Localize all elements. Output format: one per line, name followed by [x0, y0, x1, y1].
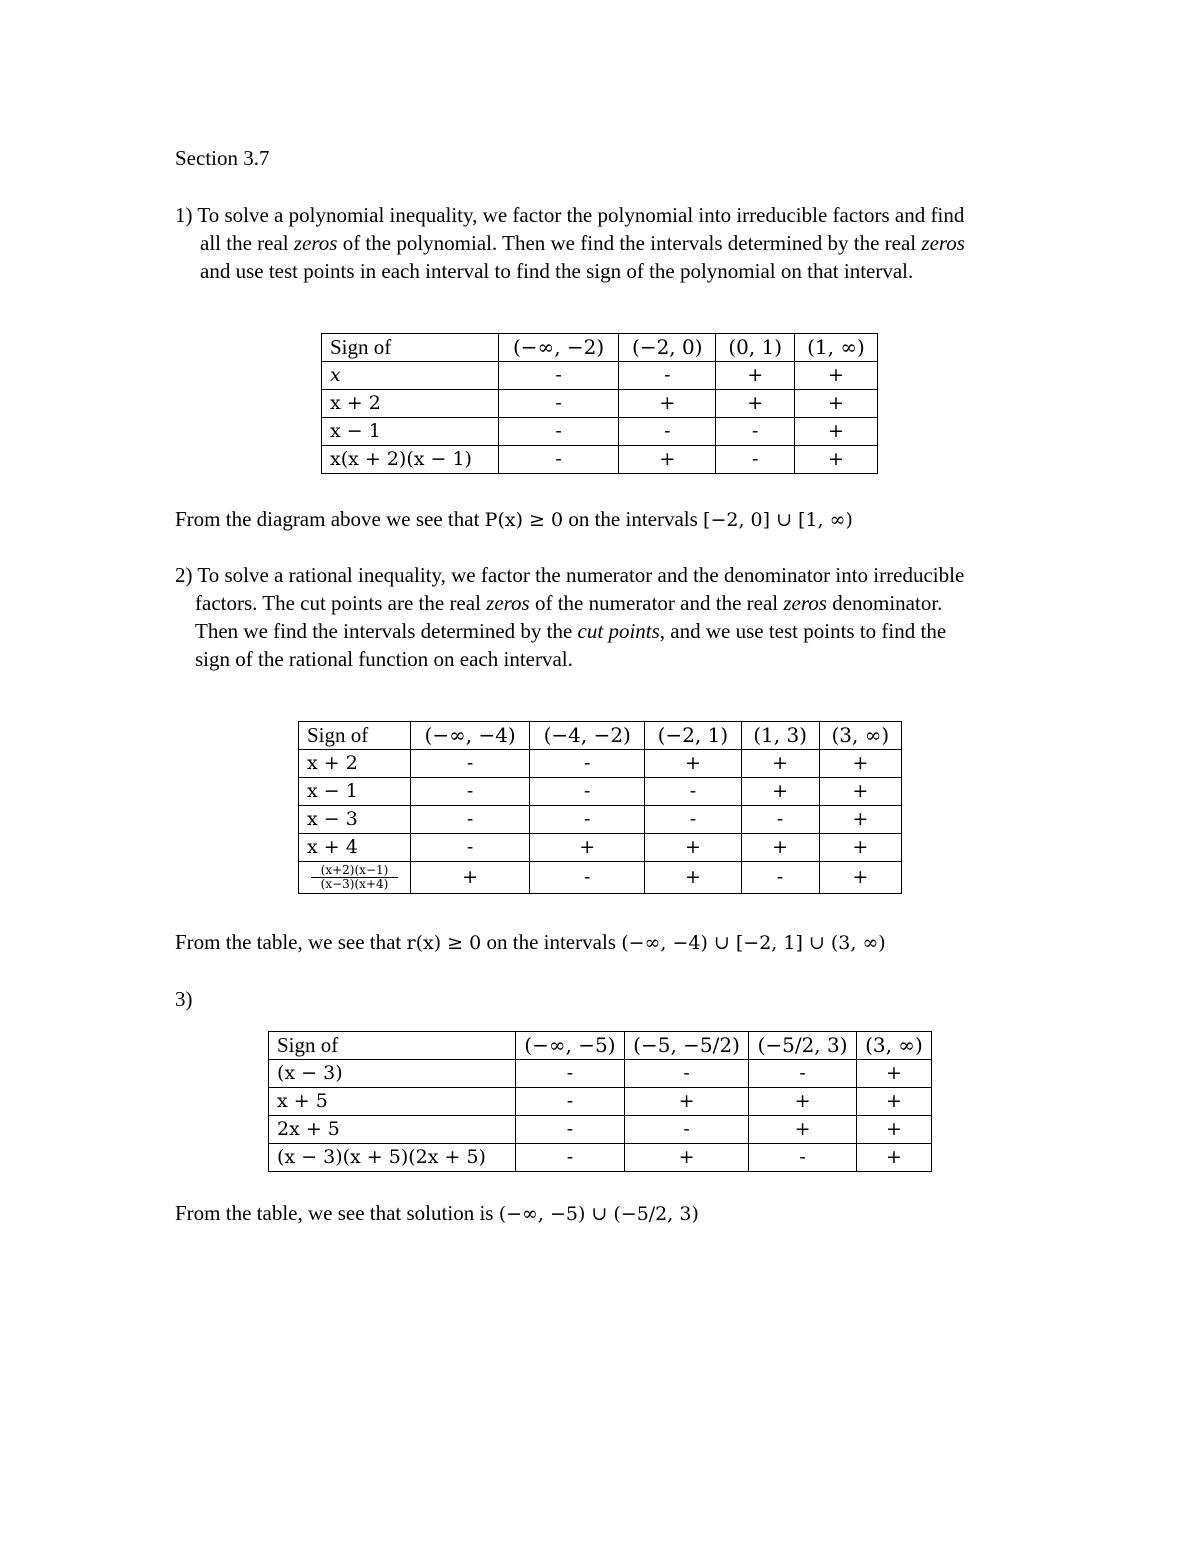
- section-title: Section 3.7: [175, 146, 270, 170]
- sign-cell: -: [411, 750, 530, 778]
- sign-cell: -: [619, 418, 716, 446]
- header-cell: (−∞, −4): [411, 722, 530, 750]
- row-label: x − 1: [299, 778, 411, 806]
- p2-line4: sign of the rational function on each interval.: [195, 647, 573, 671]
- table-row: [269, 1088, 932, 1116]
- conclusion-2-text: From the table, we see that: [175, 930, 407, 954]
- sign-cell: +: [619, 390, 716, 418]
- sign-cell: -: [619, 362, 716, 390]
- table-row: [299, 778, 902, 806]
- p2-line2: [195, 589, 942, 617]
- sign-cell: +: [624, 1144, 748, 1172]
- p2-line1: 2) To solve a rational inequality, we factor the numerator and the denominator into irreducible: [175, 563, 965, 587]
- sign-cell: -: [624, 1116, 748, 1144]
- fraction-label: [299, 862, 411, 894]
- header-cell: (−5/2, 3): [749, 1032, 857, 1060]
- table-header-row: [299, 722, 902, 750]
- sign-cell: +: [856, 1088, 931, 1116]
- header-cell: (1, 3): [741, 722, 819, 750]
- header-cell: Sign of: [322, 334, 499, 362]
- table-row: [269, 1116, 932, 1144]
- row-label: x(x + 2)(x − 1): [322, 446, 499, 474]
- sign-cell: +: [819, 778, 901, 806]
- sign-cell: -: [499, 362, 619, 390]
- sign-cell: -: [741, 806, 819, 834]
- sign-cell: +: [819, 862, 901, 894]
- header-cell: Sign of: [299, 722, 411, 750]
- header-cell: (0, 1): [716, 334, 795, 362]
- p1-line2-a: all the real: [200, 231, 294, 255]
- sign-cell: +: [794, 418, 877, 446]
- sign-cell: +: [819, 834, 901, 862]
- sign-cell: -: [716, 446, 795, 474]
- table-row: [322, 362, 878, 390]
- p1-line3: and use test points in each interval to find the sign of the polynomial on that interval.: [200, 259, 914, 283]
- conclusion-1: [175, 505, 853, 534]
- row-label: (x − 3): [269, 1060, 516, 1088]
- table-row: [299, 834, 902, 862]
- sign-cell: +: [819, 806, 901, 834]
- sign-cell: -: [516, 1060, 625, 1088]
- table-row: [322, 390, 878, 418]
- sign-cell: +: [856, 1144, 931, 1172]
- sign-cell: -: [645, 778, 741, 806]
- row-label: (x − 3)(x + 5)(2x + 5): [269, 1144, 516, 1172]
- p2-line2-b: of the numerator and the real: [529, 591, 784, 615]
- header-cell: (−2, 0): [619, 334, 716, 362]
- p2-line2-c: denominator.: [826, 591, 943, 615]
- p2-line3-a: Then we find the intervals determined by the: [195, 619, 578, 643]
- row-label: x + 5: [269, 1088, 516, 1116]
- sign-cell: -: [530, 750, 645, 778]
- row-label: x: [322, 362, 499, 390]
- sign-cell: +: [794, 446, 877, 474]
- sign-cell: -: [499, 446, 619, 474]
- table-row: [299, 806, 902, 834]
- table-row: [269, 1144, 932, 1172]
- p2-line2-em2: zeros: [783, 591, 827, 615]
- sign-cell: -: [530, 806, 645, 834]
- sign-cell: +: [619, 446, 716, 474]
- sign-cell: +: [645, 750, 741, 778]
- sign-cell: +: [716, 362, 795, 390]
- table-row: [299, 862, 902, 894]
- sign-cell: -: [741, 862, 819, 894]
- sign-cell: +: [645, 834, 741, 862]
- row-label: x − 3: [299, 806, 411, 834]
- fraction-denominator: (x−3)(x+4): [320, 877, 389, 891]
- table-row: [269, 1060, 932, 1088]
- sign-cell: -: [530, 862, 645, 894]
- conclusion-2-text2: on the intervals: [481, 930, 622, 954]
- sign-cell: +: [741, 750, 819, 778]
- sign-cell: -: [716, 418, 795, 446]
- sign-table-1: [321, 333, 878, 474]
- sign-cell: -: [530, 778, 645, 806]
- conclusion-1-text: From the diagram above we see that: [175, 507, 485, 531]
- header-cell: (3, ∞): [819, 722, 901, 750]
- header-cell: (−5, −5/2): [624, 1032, 748, 1060]
- sign-cell: -: [645, 806, 741, 834]
- sign-cell: +: [749, 1116, 857, 1144]
- conclusion-3: [175, 1199, 699, 1228]
- p1-line2-b: of the polynomial. Then we find the intervals determined by the real: [337, 231, 922, 255]
- row-label: x + 2: [322, 390, 499, 418]
- sign-cell: +: [716, 390, 795, 418]
- p1-line2-em2: zeros: [921, 231, 965, 255]
- p1-line2-em: zeros: [293, 231, 338, 255]
- sign-cell: +: [794, 362, 877, 390]
- sign-cell: -: [516, 1088, 625, 1116]
- sign-cell: -: [516, 1116, 625, 1144]
- sign-table-3: [268, 1031, 932, 1172]
- sign-cell: -: [749, 1060, 857, 1088]
- p1-line1: 1) To solve a polynomial inequality, we factor the polynomial into irreducible factors and find: [175, 203, 965, 227]
- conclusion-2-math: r(x) ≥ 0: [406, 932, 482, 954]
- conclusion-2: [175, 928, 886, 957]
- conclusion-1-math2: [−2, 0] ∪ [1, ∞): [703, 509, 853, 531]
- header-cell: (−4, −2): [530, 722, 645, 750]
- header-cell: (−∞, −5): [516, 1032, 625, 1060]
- sign-cell: +: [624, 1088, 748, 1116]
- conclusion-3-text: From the table, we see that solution is: [175, 1201, 499, 1225]
- table-row: [322, 418, 878, 446]
- sign-cell: +: [645, 862, 741, 894]
- sign-cell: +: [530, 834, 645, 862]
- row-label: x + 4: [299, 834, 411, 862]
- sign-cell: +: [794, 390, 877, 418]
- sign-cell: +: [856, 1116, 931, 1144]
- p2-line3-b: and we use test points to find the: [665, 619, 947, 643]
- conclusion-3-math: (−∞, −5) ∪ (−5/2, 3): [498, 1203, 699, 1225]
- header-cell: (1, ∞): [794, 334, 877, 362]
- sign-table-2: [298, 721, 902, 894]
- table-header-row: [322, 334, 878, 362]
- conclusion-1-text2: on the intervals: [563, 507, 704, 531]
- p2-line2-em: zeros: [486, 591, 530, 615]
- sign-cell: -: [516, 1144, 625, 1172]
- sign-cell: -: [411, 834, 530, 862]
- sign-cell: +: [741, 834, 819, 862]
- sign-cell: +: [856, 1060, 931, 1088]
- fraction-numerator: (x+2)(x−1): [320, 863, 389, 877]
- p2-line3-em: cut points,: [577, 619, 666, 643]
- sign-cell: -: [411, 806, 530, 834]
- p2-line2-a: factors. The cut points are the real: [195, 591, 487, 615]
- row-label: x + 2: [299, 750, 411, 778]
- sign-cell: +: [411, 862, 530, 894]
- sign-cell: +: [741, 778, 819, 806]
- p3-label: 3): [175, 987, 193, 1011]
- row-label: 2x + 5: [269, 1116, 516, 1144]
- p1-line2: [200, 229, 965, 257]
- header-cell: Sign of: [269, 1032, 516, 1060]
- sign-cell: -: [499, 390, 619, 418]
- sign-cell: -: [411, 778, 530, 806]
- sign-cell: +: [819, 750, 901, 778]
- sign-cell: -: [749, 1144, 857, 1172]
- conclusion-2-math2: (−∞, −4) ∪ [−2, 1] ∪ (3, ∞): [621, 932, 886, 954]
- sign-cell: +: [749, 1088, 857, 1116]
- p2-line3: [195, 617, 946, 645]
- table-header-row: [269, 1032, 932, 1060]
- row-label: x − 1: [322, 418, 499, 446]
- header-cell: (−∞, −2): [499, 334, 619, 362]
- header-cell: (3, ∞): [856, 1032, 931, 1060]
- table-row: [299, 750, 902, 778]
- table-row: [322, 446, 878, 474]
- sign-cell: -: [624, 1060, 748, 1088]
- sign-cell: -: [499, 418, 619, 446]
- conclusion-1-math: P(x) ≥ 0: [484, 509, 564, 531]
- header-cell: (−2, 1): [645, 722, 741, 750]
